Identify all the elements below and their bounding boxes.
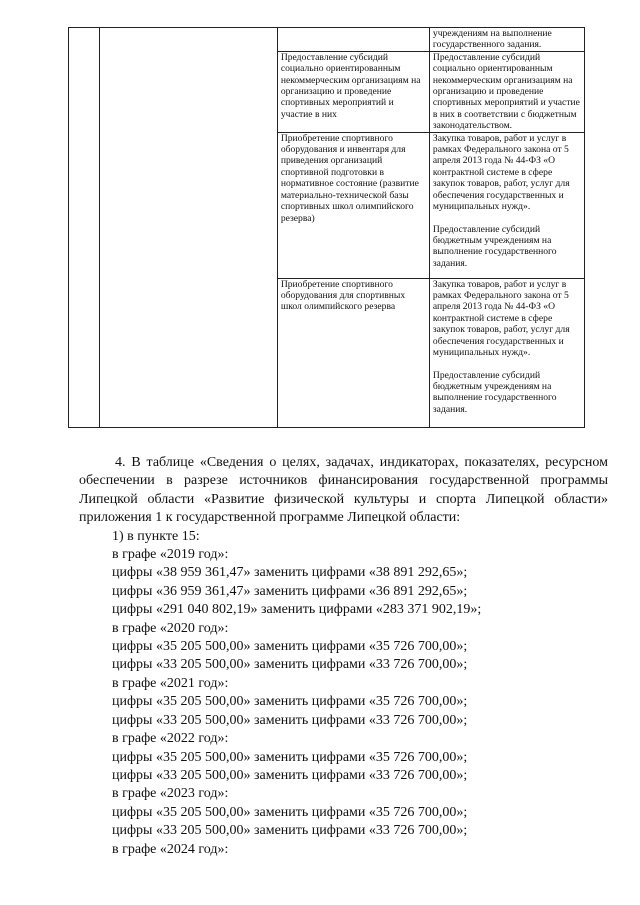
table-cell-measure: Предоставление субсидий социально ориентированным некоммерческим организациям на организацию и проведение спортивных мероприятий и участие в них <box>277 51 429 132</box>
table-cell-measure: Приобретение спортивного оборудования для спортивных школ олимпийского резерва <box>277 278 429 427</box>
table-cell-goal <box>100 28 277 428</box>
table-cell-mechanism <box>429 51 584 132</box>
amendment-line: в графе «2019 год»: <box>112 547 229 563</box>
table-cell-mechanism <box>429 278 584 427</box>
amendment-line: цифры «33 205 500,00» заменить цифрами «33 726 700,00»; <box>112 657 468 673</box>
amendment-line: цифры «33 205 500,00» заменить цифрами «33 726 700,00»; <box>112 823 468 839</box>
continuation-table <box>68 27 585 428</box>
amendment-line: цифры «35 205 500,00» заменить цифрами «35 726 700,00»; <box>112 804 468 820</box>
table-cell-measure: Приобретение спортивного оборудования и инвентаря для приведения организаций спортивной подготовки в нормативное состояние (развитие материально-технической базы спортивных школ олимпийского резерва) <box>277 132 429 278</box>
table-cell-measure <box>277 28 429 52</box>
mechanism-paragraph: Предоставление субсидий социально ориентированным некоммерческим организациям на организацию и проведение спортивных мероприятий и участие в них в соответствии с бюджетным законодательством. <box>432 51 580 132</box>
amendment-line: цифры «35 205 500,00» заменить цифрами «35 726 700,00»; <box>112 694 468 710</box>
amendment-line: цифры «36 959 361,47» заменить цифрами «36 891 292,65»; <box>112 583 468 599</box>
mechanism-paragraph: Закупка товаров, работ и услуг в рамках Федерального закона от 5 апреля 2013 года № 44-ФЗ «О контрактной системе в сфере закупок товаров, работ, услуг для обеспечения государственных и муниципальных нужд». <box>432 278 570 359</box>
table-cell-mechanism <box>429 132 584 278</box>
table-cell-number <box>69 28 100 428</box>
amendment-line: в графе «2024 год»: <box>112 841 229 857</box>
amendment-line: в графе «2021 год»: <box>112 675 229 691</box>
amendment-line: цифры «38 959 361,47» заменить цифрами «38 891 292,65»; <box>112 565 468 581</box>
mechanism-paragraph: учреждениям на выполнение государственного задания. <box>432 28 552 51</box>
amendment-line: 1) в пункте 15: <box>112 528 200 544</box>
amendment-text <box>79 454 608 859</box>
amendment-intro-paragraph: 4. В таблице «Сведения о целях, задачах, индикаторах, показателях, ресурсном обеспечении в разрезе источников финансирования государственной программы Липецкой области «Развитие физической культуры и спорта Липецкой области» приложения 1 к государственной программе Липецкой области: <box>79 455 608 526</box>
amendment-line: цифры «33 205 500,00» заменить цифрами «33 726 700,00»; <box>112 712 468 728</box>
amendment-line: в графе «2023 год»: <box>112 786 229 802</box>
mechanism-paragraph: Предоставление субсидий бюджетным учреждениям на выполнение государственного задания. <box>432 369 557 415</box>
amendment-line: цифры «35 205 500,00» заменить цифрами «35 726 700,00»; <box>112 749 468 765</box>
amendment-line: цифры «291 040 802,19» заменить цифрами «283 371 902,19»; <box>112 602 482 618</box>
amendment-line: в графе «2022 год»: <box>112 731 229 747</box>
amendment-line: в графе «2020 год»: <box>112 620 229 636</box>
amendment-line: цифры «33 205 500,00» заменить цифрами «33 726 700,00»; <box>112 767 468 783</box>
mechanism-paragraph: Предоставление субсидий бюджетным учреждениям на выполнение государственного задания. <box>432 223 557 269</box>
table-row <box>69 28 585 52</box>
amendment-line: цифры «35 205 500,00» заменить цифрами «35 726 700,00»; <box>112 639 468 655</box>
table-cell-mechanism <box>429 28 584 52</box>
mechanism-paragraph: Закупка товаров, работ и услуг в рамках Федерального закона от 5 апреля 2013 года № 44-ФЗ «О контрактной системе в сфере закупок товаров, работ, услуг для обеспечения государственных и муниципальных нужд». <box>432 132 570 213</box>
